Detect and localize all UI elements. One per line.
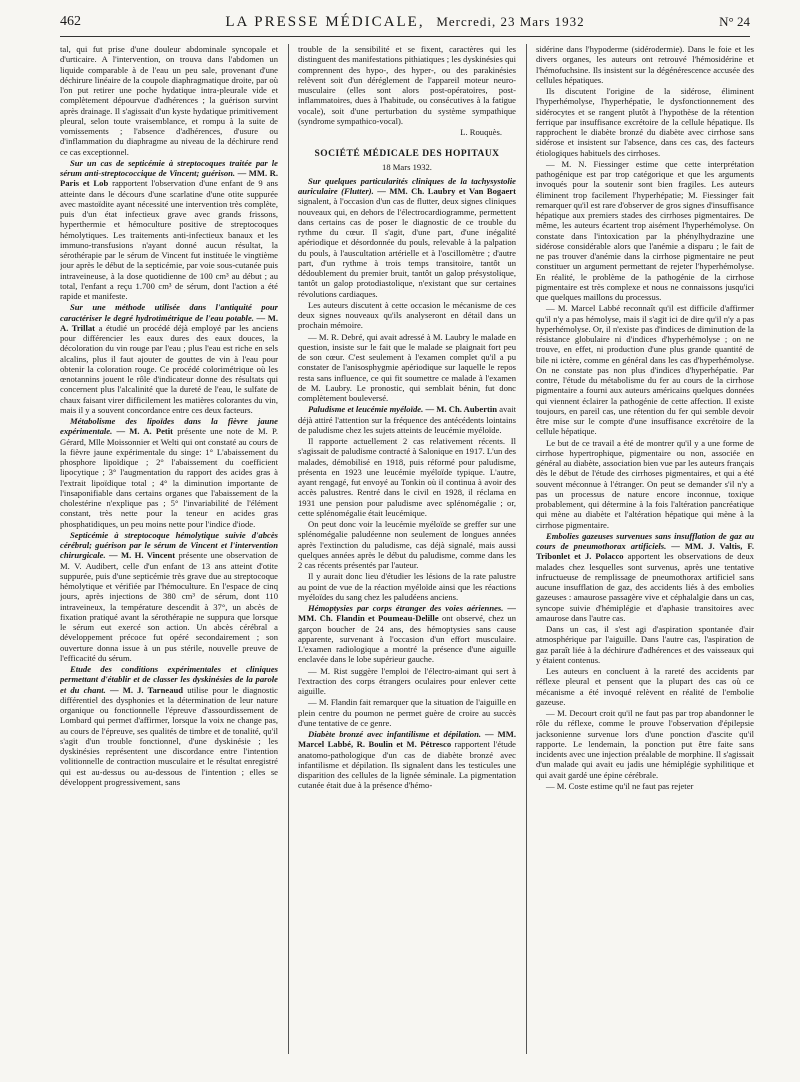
article-authors: — M. A. Trillat (60, 312, 278, 333)
article-authors: — MM. J. Valtis, F. Tribonlet et J. Polacco (536, 541, 754, 562)
article-authors: — MM. Ch. Laubry et Van Bogaert (377, 186, 516, 196)
paragraph: — M. Rist suggère l'emploi de l'électro-aimant qui sert à l'extraction des corps étrangers oculaires pour enlever cette aiguille. (298, 665, 516, 696)
article-authors: — M. J. Tarneaud (109, 684, 184, 695)
session-date: 18 Mars 1932. (382, 161, 432, 172)
article-body: présente une note de M. P. Gérard, Mlle Moissonnier et Welti qui ont constaté au cours de la fièvre jaune expérimentale du singe: 1° L'abaissement du phosphore lipoïdique ; 2° l'abaissement du coefficient lipocytique ; 3° l'augmentation du rapport des acides gras à l'extrait lipoïdique total ; 4° la diminution importante de l'insaponifiable dans certains organes que l'abaissement de la cholestérine n'explique pas ; 5° l'invariabilité de l'élément constant, très nette pour la teneur en acides gras phosphatidiques, un peu moins nette pour l'indice d'iode. (60, 426, 278, 529)
article-paragraph (298, 729, 516, 791)
paragraph: — M. Decourt croit qu'il ne faut pas par trop abandonner le rôle du réflexe, comme le prouve l'observation d'épilepsie jacksonienne survenue lors d'une ponction d'ascite qu'il rapporte. Le lendemain, la ponction put être faite sans incidents avec une injection préalable de morphine. Il s'agissait d'un malade qui avait eu jadis une hémiplégie syphilitique et qui avait gardé une épine cérébrale. (536, 708, 754, 780)
continued-paragraph: tal, qui fut prise d'une douleur abdominale syncopale et d'urticaire. A l'intervention, on trouva dans l'abdomen un liquide comparable à de l'eau un peu sale, provenant d'une déchirure linéaire de la coupole diaphragmatique droite, par où l'on put retirer une poche hydatique intra-pleurale vide et complètement dépourvue d'adhérences ; la guérison survint après drainage. Il s'agissait d'un kyste hydatique primitivement pleural, selon toute vraisemblance, et rompu à la suite de vomissements ; l'absence d'adhérences, d'usure ou d'inflammation du diaphragme au niveau de la déchirure rend ce cas exceptionnel. (60, 44, 278, 157)
author-signature: L. Rouquès. (460, 127, 502, 137)
page-number: 462 (60, 14, 81, 29)
paragraph: Il y aurait donc lieu d'étudier les lésions de la rate palustre au point de vue de la réaction myéloïde ainsi que les réactions myéloïdes du sang chez les paludéens anciens. (298, 571, 516, 602)
paragraph: — M. Coste estime qu'il ne faut pas rejeter (546, 780, 694, 791)
paragraph: — M. R. Debré, qui avait adressé à M. Laubry le malade en question, insiste sur le fait que le malade se plaignait fort peu de son cœur. C'est seulement à l'examen complet qu'il a pu constater de l'anisosphygmie apériodique sur laquelle le repos resta sans influence, ce qui fit soumettre ce malade à l'examen de M. Laubry. Le pronostic, qui semblait bénin, fut donc complètement bouleversé. (298, 331, 516, 403)
article-authors: — MM. Ch. Flandin et Poumeau-Delille (298, 603, 516, 624)
article-paragraph (60, 416, 278, 529)
issue-number: N° 24 (719, 14, 750, 29)
article-paragraph (298, 176, 516, 299)
article-title: Métabolisme des lipoïdes dans la fièvre jaune expérimentale. (60, 416, 278, 437)
paragraph: Il rapporte actuellement 2 cas relativement récents. Il s'agissait de paludisme contracté à Salonique en 1917. L'un des malades, démobilisé en 1918, puis réformé pour paludisme, présenta en 1923 une leucémie myéloïde typique. L'autre, ayant rengagé, fut envoyé au Tonkin où il continua à avoir des accès palustres. Rentré dans le civil en 1928, il réclama en 1931 une pension pour paludisme avec splénomégalie ; or, cette splénomégalie était leucémique. (298, 436, 516, 518)
paragraph: — M. Marcel Labbé reconnaît qu'il est difficile d'affirmer qu'il n'y a pas hémolyse, mais il s'agit ici de dire qu'il n'y a pas hyperhémolyse. Or, il n'existe pas d'indices de diminution de la résistance globulaire ni d'indices d'hyperhémolyse ; on ne trouve, en effet, ni production d'une plus grande quantité de bile ni ictère, comme en général dans les cas d'hyperhémolyse. On ne constate pas non plus d'indices d'hyperhépatie. Par contre, l'étude du métabolisme du fer au cours de la cirrhose pigmentaire a fourni aux auteurs américains quelques données qui viennent éclairer la pathogénie de cette affection. Il existe toujours, en pareil cas, une rétention du fer qui semble devoir être mise sur le compte d'une insuffisance excrétoire de la cellule hépatique. (536, 303, 754, 437)
paragraph: Les auteurs discutent à cette occasion le mécanisme de ces deux signes nouveaux qu'ils analyseront en détail dans un prochain mémoire. (298, 299, 516, 331)
article-paragraph (298, 404, 516, 435)
paragraph: — M. N. Fiessinger estime que cette interprétation pathogénique est par trop catégorique et que les arguments invoqués pour la soutenir sont bien fragiles. Les auteurs éliminent trop facilement l'hyperhépatie; M. Fiessinger fait remarquer qu'il est rare d'observer de gros signes d'insuffisance hépatique aux premiers stades des cirrhoses pigmentaires. De même, les auteurs écartent trop aisément l'hyperhémolyse. On constate dans l'intoxication par la phénylhydrazine une sidérose considérable alors que l'anémie a disparu ; le fait de ne pas trouver d'anémie dans la cirrhose pigmentaire ne peut constituer un argument permettant de rejeter l'hyperhémolyse. En réalité, le problème de la pathogénie de la cirrhose pigmentaire est très complexe et nous ne connaissons jusqu'ici que quelques maillons du processus. (536, 158, 754, 302)
column-1 (60, 44, 278, 1064)
paragraph: Le but de ce travail a été de montrer qu'il y a une forme de cirrhose hypertrophique, pigmentaire ou non, associée en général au diabète, association bien vue par les auteurs français dès le début de l'étude des cirrhoses pigmentaires, et qui a été souvent méconnue à l'étranger. On peut se demander s'il n'y a pas un processus de nature encore inconnue, toxique probablement, qui détermine à la fois l'altération pancréatique qui mène au diabète et l'altération hépatique qui mène à la cirrhose pigmentaire. (536, 437, 754, 530)
article-authors: — M. A. Petit (116, 426, 174, 437)
column-rule (526, 44, 527, 1054)
article-title: Paludisme et leucémie myéloïde. (308, 404, 424, 415)
paragraph: Ils discutent l'origine de la sidérose, éliminent l'hyperhémolyse, l'hyperhépatie, le dysfonctionnement des sidérocytes et se rangent plutôt à l'hypothèse de la rétention ferrique par insuffisance excrétoire de la cellule hépatique. Ils rapprochent le diabète bronzé du diabète avec cirrhose sans sidérose et insistent sur l'absence, dans ces cas, des facteurs étiologiques habituels des cirrhoses. (536, 86, 754, 158)
article-title: Hémoptysies par corps étranger des voies aériennes. (308, 603, 504, 613)
article-body: rapportent l'étude anatomo-pathologique d'un cas de diabète bronzé avec infantilisme et dépilation. Ils signalent dans les testicules une disparition des cellules de la lignée séminale. La pigmentation cutanée était due à la présence d'hémo- (298, 739, 516, 791)
article-title: Etude des conditions expérimentales et cliniques permettant d'établir et de classer les dyskinésies de la parole et du chant. (60, 664, 278, 695)
article-authors: — M. Ch. Aubertin (425, 404, 498, 415)
page-header (60, 14, 750, 37)
article-body: avait déjà attiré l'attention sur la fréquence des antécédents lointains de paludisme chez les sujets atteints de leucémie myéloïde. (298, 404, 516, 435)
article-body: présente une observation de M. V. Audibert, celle d'un enfant de 13 ans atteint d'otite suppurée, puis d'une septicémie très grave due au streptocoque hémolytique et vérifiée par l'hémoculture. En l'espace de cinq jours, après injections de 380 cm³ de sérum, dont 110 intraveineux, la température descendit à 37°, un abcès de fixation pratiqué avant la sérothérapie ne suppura que lorsque le sérum eut exercé son action. Un abcès cérébral a développement précoce fut opéré secondairement ; son ouverture donna issue à un pus stérile, nouvelle preuve de l'efficacité du sérum. (60, 550, 278, 663)
article-body: rapportent l'observation d'une enfant de 9 ans atteinte dans le décours d'une scarlatine d'une otite suppurée avec mastoïdite ayant nécessité une intervention très complète, puis d'un état infectieux grave avec grands frissons, hyperthermie et hémoculture positive de streptocoques hémolytiques. Les traitements anti-infectieux banaux et les immuno-transfusions n'ayant donné aucun résultat, la sérothérapie par le sérum de Vincent fut instituée le vingtième jour après le début de la septicémie, par voie sous-cutanée puis intraveineuse, à la dose quotidienne de 100 cm³ au début ; au total, l'enfant a reçu 1.700 cm³ de sérum, dont l'action a été rapide et manifeste. (60, 178, 278, 301)
continued-paragraph: trouble de la sensibilité et se fixent, caractères qui les distinguent des manifestations pithiatiques ; les dyskinésies qui comprennent des hypo-, des hyper-, ou des parakinésies relèvent soit d'un déréglement de l'appareil moteur neuro-musculaire (elles sont alors post-opératoires, post-inflammatoires, dues à l'habitude, ou consécutives à la fatigue vocale), soit d'une perturbation du système sympathique (syndrome sympathico-vocal). (298, 44, 516, 126)
article-paragraph (536, 531, 754, 623)
article-body: ont observé, chez un garçon boucher de 24 ans, des hémoptysies sans cause apparente, survenant à l'occasion d'un effort musculaire. L'examen radiologique a montré la présence d'une aiguille enclavée dans le lobe supérieur gauche. (298, 613, 516, 665)
society-heading: SOCIÉTÉ MÉDICALE DES HOPITAUX (314, 149, 500, 160)
article-authors: — MM. R. Paris et Lob (60, 168, 278, 189)
paragraph: — M. Flandin fait remarquer que la situation de l'aiguille en plein centre du poumon ne permet guère de croire au succès d'une tentative de ce genre. (298, 697, 516, 728)
article-body: apportent les observations de deux malades chez lesquelles sont survenus, après une tentative infructueuse de remplissage de pneumothorax artificiel sans aucune insufflation de gaz, des accidents liés à des embolies gazeuses : amaurose passagère vive et céphalalgie dans un cas, syncope suivie d'hémiplégie et d'aphasie transitoires avec amaurose dans l'autre cas. (536, 551, 754, 623)
continued-paragraph: sidérine dans l'hypoderme (sidérodermie). Dans le foie et les divers organes, les auteurs ont retrouvé l'hémosidérine et l'hémofuchsine. Ils insistent sur la dégénérescence accusée des cellules hépatiques. (536, 44, 754, 85)
column-2 (298, 44, 516, 1064)
paragraph: Les auteurs en concluent à la rareté des accidents par réflexe pleural et pensent que la plupart des cas où ce mécanisme a été invoqué relèvent en réalité de l'embolie gazeuse. (536, 666, 754, 707)
article-paragraph (60, 302, 278, 415)
article-title: Embolies gazeuses survenues sans insufflation de gaz au cours de pneumothorax artificiels. (536, 530, 754, 551)
article-paragraph (60, 158, 278, 302)
article-authors: — MM. Marcel Labbé, R. Boulin et M. Pétresco (298, 729, 516, 750)
article-title: Sur quelques particularités cliniques de la tachysystolie auriculaire (Flutter). (298, 175, 516, 196)
article-title: Diabète bronzé avec infantilisme et dépilation. (308, 729, 482, 739)
paragraph: Dans un cas, il s'est agi d'aspiration spontanée d'air atmosphérique par l'aiguille. Dans l'autre cas, l'aspiration de gaz paraît liée à la déchirure d'adhérences et des vaisseaux qui y étaient contenus. (536, 624, 754, 665)
article-paragraph (60, 664, 278, 787)
journal-name: LA PRESSE MÉDICALE, (225, 14, 425, 30)
article-body: a étudié un procédé déjà employé par les anciens pour différencier les eaux dures des eaux douces, la décoloration du vin rouge par l'eau ; plus l'eau est riche en sels alcalins, plus il faut ajouter de gouttes de vin à l'eau pour obtenir la coloration rouge. Ce procédé colorimétrique où les œnotannins jouent le rôle d'indicateur donne des résultats qui concernent plus l'alcalinité que la dureté de l'eau, le sulfate de chaux faisant virer difficilement les matières colorantes du vin, mais il y a souvent concordance entre ces deux facteurs. (60, 322, 278, 415)
article-title: Septicémie à streptocoque hémolytique suivie d'abcès cérébral; guérison par le sérum de Vincent et l'intervention chirurgicale. (60, 529, 278, 561)
article-title: Sur une méthode utilisée dans l'antiquité pour caractériser le degré hydrotimétrique de l'eau potable. (60, 302, 278, 323)
column-rule (288, 44, 289, 1054)
paragraph: On peut donc voir la leucémie myéloïde se greffer sur une splénomégalie paludéenne non seulement de longues années après l'extinction du paludisme, cas déjà signalé, mais aussi quelques années après le début du paludisme, comme dans les 2 cas récents présentés par l'auteur. (298, 519, 516, 570)
issue-date: Mercredi, 23 Mars 1932 (436, 14, 585, 29)
article-paragraph (60, 530, 278, 663)
article-body: signalent, à l'occasion d'un cas de flutter, deux signes cliniques nouveaux qui, en dehors de l'électrocardiogramme, permettent dans certains cas de poser le diagnostic de ce trouble du rythme du cœur. Il s'agit, d'une part, d'une inégalité apériodique et désordonnée du pouls, relevable à la palpation du pouls, à l'auscultation artérielle et à l'oscillomètre ; d'autre part, d'un rythme à trois temps transitoire, tantôt un dédoublement du premier bruit, tantôt un galop présystolique, tantôt un galop protodiastolique, n'existant que sur certaines révolutions cardiaques. (298, 196, 516, 299)
column-3 (536, 44, 754, 1064)
article-paragraph (298, 603, 516, 665)
article-body: utilise pour le diagnostic différentiel des dysphonies et la détermination de leur nature organique ou fonctionnelle l'épreuve d'assourdissement de Lombard qui permet d'affirmer, lorsque la voix ne change pas, au cours de l'épreuve, ses qualités de timbre et de tonalité, qu'il s'agit d'un trouble fonctionnel, d'une dyskinésie ; les dyskinésies représentent une discordance entre l'intention volitionnelle de contraction musculaire et le résultat enregistré qui est au-dessus ou au-dessous de l'intention ; elles se développent progressivement, sans (60, 684, 278, 787)
article-title: Sur un cas de septicémie à streptocoques traitée par le sérum anti-streptococcique de Vincent; guérison. (60, 157, 278, 178)
journal-title-line (60, 14, 750, 31)
article-authors: — M. H. Vincent (109, 550, 176, 561)
